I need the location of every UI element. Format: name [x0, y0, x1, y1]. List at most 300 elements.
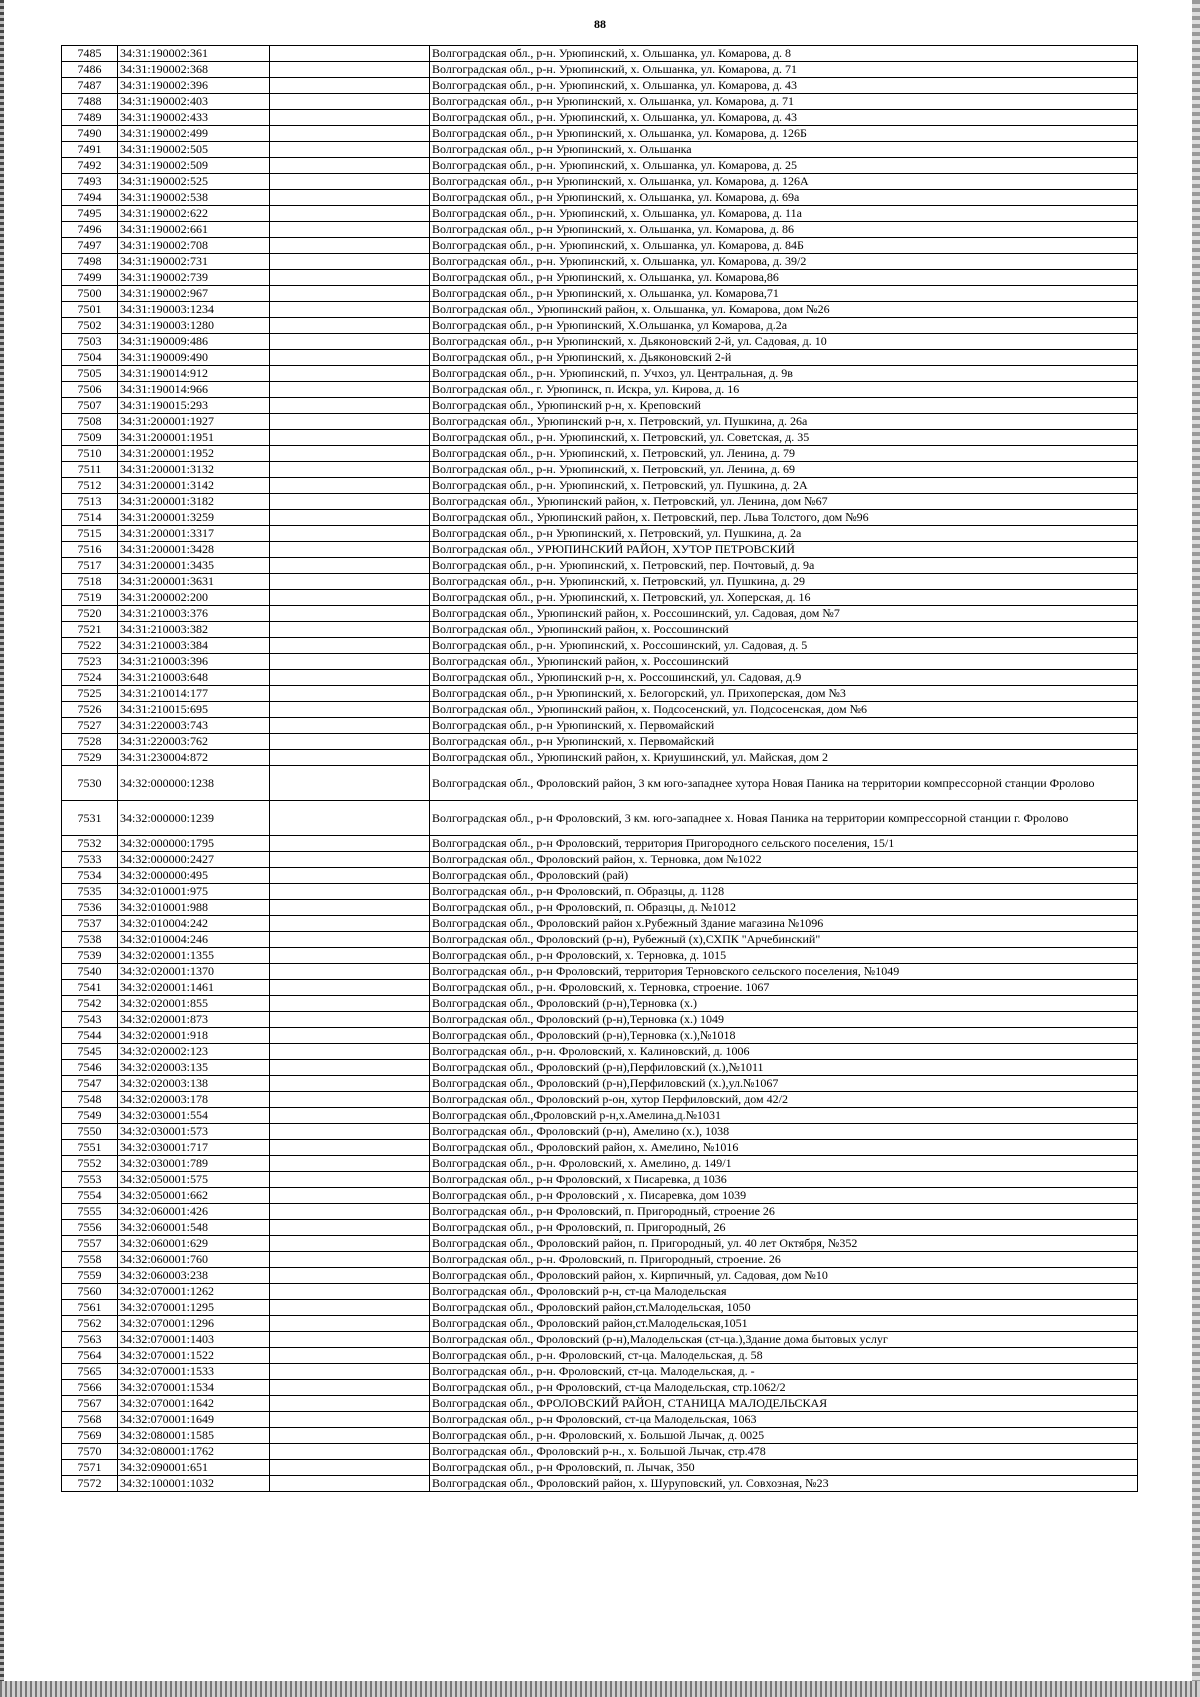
- cadastral-number: 34:31:190002:708: [118, 238, 270, 254]
- cadastral-number: 34:32:000000:495: [118, 868, 270, 884]
- address: Волгоградская обл., р-н. Урюпинский, х. Петровский, ул. Хоперская, д. 16: [430, 590, 1138, 606]
- table-row: [62, 868, 1138, 884]
- table-row: [62, 1220, 1138, 1236]
- address: Волгоградская обл., р-н Фроловский , х. Писаревка, дом 1039: [430, 1188, 1138, 1204]
- table-row: [62, 1396, 1138, 1412]
- empty-cell: [270, 382, 430, 398]
- address: Волгоградская обл., р-н Урюпинский, х. Ольшанка, ул. Комарова, д. 126А: [430, 174, 1138, 190]
- address: Волгоградская обл., р-н Урюпинский, х. Ольшанка, ул. Комарова, д. 86: [430, 222, 1138, 238]
- row-number: 7553: [62, 1172, 118, 1188]
- empty-cell: [270, 1188, 430, 1204]
- address: Волгоградская обл., Урюпинский р-н, х. Креповский: [430, 398, 1138, 414]
- row-number: 7522: [62, 638, 118, 654]
- address: Волгоградская обл., р-н Урюпинский, х. Ольшанка: [430, 142, 1138, 158]
- row-number: 7514: [62, 510, 118, 526]
- address: Волгоградская обл., р-н. Урюпинский, х. Россошинский, ул. Садовая, д. 5: [430, 638, 1138, 654]
- row-number: 7552: [62, 1156, 118, 1172]
- empty-cell: [270, 1380, 430, 1396]
- row-number: 7504: [62, 350, 118, 366]
- cadastral-number: 34:31:210003:384: [118, 638, 270, 654]
- address: Волгоградская обл.,Фроловский р-н,х.Амелина,д.№1031: [430, 1108, 1138, 1124]
- table-row: [62, 222, 1138, 238]
- empty-cell: [270, 1156, 430, 1172]
- table-row: [62, 852, 1138, 868]
- row-number: 7534: [62, 868, 118, 884]
- table-row: [62, 606, 1138, 622]
- table-row: [62, 430, 1138, 446]
- row-number: 7541: [62, 980, 118, 996]
- address: Волгоградская обл., Урюпинский район, х. Ольшанка, ул. Комарова, дом №26: [430, 302, 1138, 318]
- table-row: [62, 174, 1138, 190]
- empty-cell: [270, 510, 430, 526]
- cadastral-number: 34:31:190014:966: [118, 382, 270, 398]
- table-row: [62, 510, 1138, 526]
- address: Волгоградская обл., р-н Фроловский, х Писаревка, д 1036: [430, 1172, 1138, 1188]
- cadastral-number: 34:31:190009:490: [118, 350, 270, 366]
- cadastral-number: 34:32:070001:1522: [118, 1348, 270, 1364]
- address: Волгоградская обл., р-н Фроловский, п. Образцы, д. №1012: [430, 900, 1138, 916]
- cadastral-number: 34:31:220003:762: [118, 734, 270, 750]
- row-number: 7569: [62, 1428, 118, 1444]
- row-number: 7539: [62, 948, 118, 964]
- table-row: [62, 590, 1138, 606]
- table-row: [62, 1428, 1138, 1444]
- row-number: 7561: [62, 1300, 118, 1316]
- row-number: 7521: [62, 622, 118, 638]
- table-row: [62, 1300, 1138, 1316]
- cadastral-number: 34:31:200001:1951: [118, 430, 270, 446]
- table-row: [62, 1284, 1138, 1300]
- cadastral-number: 34:32:010004:242: [118, 916, 270, 932]
- empty-cell: [270, 1204, 430, 1220]
- empty-cell: [270, 718, 430, 734]
- address: Волгоградская обл., р-н Урюпинский, х. Белогорский, ул. Прихоперская, дом №3: [430, 686, 1138, 702]
- cadastral-number: 34:31:190002:622: [118, 206, 270, 222]
- address: Волгоградская обл., Урюпинский район, х. Россошинский: [430, 622, 1138, 638]
- row-number: 7563: [62, 1332, 118, 1348]
- empty-cell: [270, 1460, 430, 1476]
- address: Волгоградская обл., р-н. Фроловский, ст-ца. Малодельская, д. 58: [430, 1348, 1138, 1364]
- cadastral-number: 34:31:200001:3182: [118, 494, 270, 510]
- address: Волгоградская обл., Урюпинский р-н, х. Петровский, ул. Пушкина, д. 26а: [430, 414, 1138, 430]
- table-row: [62, 1044, 1138, 1060]
- address: Волгоградская обл., р-н Фроловский, ст-ца Малодельская, стр.1062/2: [430, 1380, 1138, 1396]
- empty-cell: [270, 334, 430, 350]
- table-row: [62, 270, 1138, 286]
- address: Волгоградская обл., Фроловский (р-н),Терновка (х.),№1018: [430, 1028, 1138, 1044]
- table-row: [62, 654, 1138, 670]
- cadastral-number: 34:32:000000:1238: [118, 766, 270, 801]
- address: Волгоградская обл., р-н Фроловский, территория Пригородного сельского поселения, 15/1: [430, 836, 1138, 852]
- cadastral-number: 34:32:100001:1032: [118, 1476, 270, 1492]
- row-number: 7511: [62, 462, 118, 478]
- address: Волгоградская обл., р-н. Фроловский, х. Большой Лычак, д. 0025: [430, 1428, 1138, 1444]
- address: Волгоградская обл., р-н. Урюпинский, х. Ольшанка, ул. Комарова, д. 43: [430, 78, 1138, 94]
- cadastral-number: 34:31:200001:3142: [118, 478, 270, 494]
- address: Волгоградская обл., р-н Фроловский, п. Лычак, 350: [430, 1460, 1138, 1476]
- address: Волгоградская обл., Фроловский (р-н),Терновка (х.) 1049: [430, 1012, 1138, 1028]
- row-number: 7498: [62, 254, 118, 270]
- row-number: 7513: [62, 494, 118, 510]
- address: Волгоградская обл., р-н Фроловский, х. Терновка, д. 1015: [430, 948, 1138, 964]
- table-row: [62, 1444, 1138, 1460]
- row-number: 7536: [62, 900, 118, 916]
- table-row: [62, 622, 1138, 638]
- row-number: 7558: [62, 1252, 118, 1268]
- row-number: 7499: [62, 270, 118, 286]
- cadastral-number: 34:32:030001:554: [118, 1108, 270, 1124]
- address: Волгоградская обл., р-н Фроловский, ст-ца Малодельская, 1063: [430, 1412, 1138, 1428]
- cadastral-number: 34:31:210015:695: [118, 702, 270, 718]
- cadastral-number: 34:31:210014:177: [118, 686, 270, 702]
- address: Волгоградская обл., Фроловский р-он, хутор Перфиловский, дом 42/2: [430, 1092, 1138, 1108]
- cadastral-number: 34:32:060001:629: [118, 1236, 270, 1252]
- empty-cell: [270, 801, 430, 836]
- address: Волгоградская обл., Фроловский (р-н), Амелино (х.), 1038: [430, 1124, 1138, 1140]
- table-row: [62, 526, 1138, 542]
- row-number: 7518: [62, 574, 118, 590]
- cadastral-number: 34:31:190002:368: [118, 62, 270, 78]
- scan-edge-right: [1192, 0, 1200, 1697]
- row-number: 7570: [62, 1444, 118, 1460]
- empty-cell: [270, 1236, 430, 1252]
- cadastral-number: 34:32:080001:1585: [118, 1428, 270, 1444]
- empty-cell: [270, 270, 430, 286]
- row-number: 7554: [62, 1188, 118, 1204]
- cadastral-number: 34:31:190002:661: [118, 222, 270, 238]
- address: Волгоградская обл., Фроловский (р-н),Малодельская (ст-ца.),Здание дома бытовых услуг: [430, 1332, 1138, 1348]
- row-number: 7509: [62, 430, 118, 446]
- cadastral-number: 34:32:070001:1296: [118, 1316, 270, 1332]
- table-row: [62, 734, 1138, 750]
- table-row: [62, 964, 1138, 980]
- empty-cell: [270, 302, 430, 318]
- table-row: [62, 1108, 1138, 1124]
- row-number: 7496: [62, 222, 118, 238]
- address: Волгоградская обл., р-н. Урюпинский, х. Петровский, ул. Пушкина, д. 29: [430, 574, 1138, 590]
- row-number: 7507: [62, 398, 118, 414]
- address: Волгоградская обл., Урюпинский район, х. Петровский, ул. Ленина, дом №67: [430, 494, 1138, 510]
- cadastral-number: 34:31:190002:739: [118, 270, 270, 286]
- row-number: 7572: [62, 1476, 118, 1492]
- address: Волгоградская обл., р-н. Урюпинский, х. Ольшанка, ул. Комарова, д. 84Б: [430, 238, 1138, 254]
- address: Волгоградская обл., ФРОЛОВСКИЙ РАЙОН, СТАНИЦА МАЛОДЕЛЬСКАЯ: [430, 1396, 1138, 1412]
- address: Волгоградская обл., р-н. Урюпинский, х. Петровский, ул. Ленина, д. 69: [430, 462, 1138, 478]
- registry-table: [61, 45, 1138, 1492]
- address: Волгоградская обл., Урюпинский район, х. Подсосенский, ул. Подсосенская, дом №6: [430, 702, 1138, 718]
- address: Волгоградская обл., р-н Урюпинский, х. Дьяконовский 2-й: [430, 350, 1138, 366]
- cadastral-number: 34:31:200002:200: [118, 590, 270, 606]
- cadastral-number: 34:31:200001:3435: [118, 558, 270, 574]
- table-row: [62, 142, 1138, 158]
- empty-cell: [270, 1364, 430, 1380]
- cadastral-number: 34:31:190003:1280: [118, 318, 270, 334]
- address: Волгоградская обл., Фроловский (рай): [430, 868, 1138, 884]
- address: Волгоградская обл., Фроловский р-н, ст-ца Малодельская: [430, 1284, 1138, 1300]
- row-number: 7544: [62, 1028, 118, 1044]
- table-row: [62, 126, 1138, 142]
- table-row: [62, 62, 1138, 78]
- row-number: 7529: [62, 750, 118, 766]
- empty-cell: [270, 1028, 430, 1044]
- address: Волгоградская обл., Фроловский район, х. Кирпичный, ул. Садовая, дом №10: [430, 1268, 1138, 1284]
- empty-cell: [270, 1044, 430, 1060]
- empty-cell: [270, 1172, 430, 1188]
- cadastral-number: 34:31:200001:3259: [118, 510, 270, 526]
- empty-cell: [270, 430, 430, 446]
- table-row: [62, 1236, 1138, 1252]
- cadastral-number: 34:31:200001:3132: [118, 462, 270, 478]
- empty-cell: [270, 222, 430, 238]
- cadastral-number: 34:32:020001:855: [118, 996, 270, 1012]
- table-row: [62, 46, 1138, 62]
- empty-cell: [270, 46, 430, 62]
- address: Волгоградская обл., р-н. Урюпинский, х. Петровский, ул. Пушкина, д. 2А: [430, 478, 1138, 494]
- cadastral-number: 34:31:200001:1927: [118, 414, 270, 430]
- empty-cell: [270, 638, 430, 654]
- cadastral-number: 34:32:030001:717: [118, 1140, 270, 1156]
- row-number: 7567: [62, 1396, 118, 1412]
- row-number: 7485: [62, 46, 118, 62]
- row-number: 7497: [62, 238, 118, 254]
- table-row: [62, 302, 1138, 318]
- empty-cell: [270, 462, 430, 478]
- cadastral-number: 34:32:010001:975: [118, 884, 270, 900]
- address: Волгоградская обл., р-н. Фроловский, х. Терновка, строение. 1067: [430, 980, 1138, 996]
- row-number: 7545: [62, 1044, 118, 1060]
- empty-cell: [270, 190, 430, 206]
- table-row: [62, 494, 1138, 510]
- table-row: [62, 94, 1138, 110]
- address: Волгоградская обл., р-н Фроловский, территория Терновского сельского поселения, №1049: [430, 964, 1138, 980]
- cadastral-number: 34:32:020003:138: [118, 1076, 270, 1092]
- table-row: [62, 1156, 1138, 1172]
- address: Волгоградская обл., р-н Урюпинский, х. Первомайский: [430, 718, 1138, 734]
- cadastral-number: 34:32:070001:1642: [118, 1396, 270, 1412]
- cadastral-number: 34:31:220003:743: [118, 718, 270, 734]
- cadastral-number: 34:32:070001:1649: [118, 1412, 270, 1428]
- cadastral-number: 34:31:210003:382: [118, 622, 270, 638]
- scan-edge-left: [0, 0, 4, 1697]
- cadastral-number: 34:32:020001:918: [118, 1028, 270, 1044]
- empty-cell: [270, 1428, 430, 1444]
- table-row: [62, 1076, 1138, 1092]
- row-number: 7495: [62, 206, 118, 222]
- empty-cell: [270, 1124, 430, 1140]
- cadastral-number: 34:31:190002:499: [118, 126, 270, 142]
- empty-cell: [270, 836, 430, 852]
- row-number: 7549: [62, 1108, 118, 1124]
- empty-cell: [270, 1412, 430, 1428]
- table-row: [62, 1172, 1138, 1188]
- address: Волгоградская обл., р-н Урюпинский, х. Ольшанка, ул. Комарова,71: [430, 286, 1138, 302]
- table-row: [62, 948, 1138, 964]
- row-number: 7562: [62, 1316, 118, 1332]
- table-row: [62, 574, 1138, 590]
- row-number: 7524: [62, 670, 118, 686]
- cadastral-number: 34:32:020002:123: [118, 1044, 270, 1060]
- cadastral-number: 34:32:020001:873: [118, 1012, 270, 1028]
- row-number: 7538: [62, 932, 118, 948]
- cadastral-number: 34:32:060001:426: [118, 1204, 270, 1220]
- row-number: 7559: [62, 1268, 118, 1284]
- row-number: 7555: [62, 1204, 118, 1220]
- row-number: 7550: [62, 1124, 118, 1140]
- address: Волгоградская обл., Фроловский район, х. Шуруповский, ул. Совхозная, №23: [430, 1476, 1138, 1492]
- empty-cell: [270, 1076, 430, 1092]
- table-row: [62, 318, 1138, 334]
- empty-cell: [270, 670, 430, 686]
- cadastral-number: 34:32:060001:548: [118, 1220, 270, 1236]
- row-number: 7510: [62, 446, 118, 462]
- table-row: [62, 801, 1138, 836]
- row-number: 7493: [62, 174, 118, 190]
- row-number: 7540: [62, 964, 118, 980]
- table-body: [62, 46, 1138, 1492]
- empty-cell: [270, 574, 430, 590]
- table-row: [62, 670, 1138, 686]
- cadastral-number: 34:31:190002:525: [118, 174, 270, 190]
- table-row: [62, 1204, 1138, 1220]
- row-number: 7530: [62, 766, 118, 801]
- cadastral-number: 34:32:000000:1239: [118, 801, 270, 836]
- empty-cell: [270, 398, 430, 414]
- table-row: [62, 916, 1138, 932]
- table-row: [62, 1476, 1138, 1492]
- row-number: 7500: [62, 286, 118, 302]
- table-row: [62, 286, 1138, 302]
- cadastral-number: 34:32:070001:1403: [118, 1332, 270, 1348]
- empty-cell: [270, 238, 430, 254]
- row-number: 7508: [62, 414, 118, 430]
- cadastral-number: 34:32:090001:651: [118, 1460, 270, 1476]
- row-number: 7526: [62, 702, 118, 718]
- address: Волгоградская обл., Фроловский район, х. Терновка, дом №1022: [430, 852, 1138, 868]
- empty-cell: [270, 606, 430, 622]
- empty-cell: [270, 686, 430, 702]
- address: Волгоградская обл., р-н Урюпинский, х. Ольшанка, ул. Комарова, д. 71: [430, 94, 1138, 110]
- row-number: 7542: [62, 996, 118, 1012]
- table-row: [62, 158, 1138, 174]
- empty-cell: [270, 286, 430, 302]
- row-number: 7487: [62, 78, 118, 94]
- address: Волгоградская обл., Фроловский район,ст.Малодельская,1051: [430, 1316, 1138, 1332]
- cadastral-number: 34:31:190002:538: [118, 190, 270, 206]
- empty-cell: [270, 1108, 430, 1124]
- row-number: 7505: [62, 366, 118, 382]
- row-number: 7517: [62, 558, 118, 574]
- row-number: 7548: [62, 1092, 118, 1108]
- empty-cell: [270, 254, 430, 270]
- cadastral-number: 34:31:190015:293: [118, 398, 270, 414]
- row-number: 7564: [62, 1348, 118, 1364]
- scan-edge-bottom: [0, 1681, 1200, 1697]
- address: Волгоградская обл., р-н. Урюпинский, х. Ольшанка, ул. Комарова, д. 8: [430, 46, 1138, 62]
- row-number: 7494: [62, 190, 118, 206]
- table-row: [62, 1364, 1138, 1380]
- empty-cell: [270, 414, 430, 430]
- empty-cell: [270, 932, 430, 948]
- address: Волгоградская обл., Урюпинский р-н, х. Россошинский, ул. Садовая, д.9: [430, 670, 1138, 686]
- address: Волгоградская обл., Фроловский (р-н), Рубежный (х),СХПК "Арчебинский": [430, 932, 1138, 948]
- table-row: [62, 78, 1138, 94]
- empty-cell: [270, 980, 430, 996]
- cadastral-number: 34:32:060003:238: [118, 1268, 270, 1284]
- row-number: 7490: [62, 126, 118, 142]
- address: Волгоградская обл., р-н. Фроловский, х. Амелино, д. 149/1: [430, 1156, 1138, 1172]
- empty-cell: [270, 110, 430, 126]
- table-row: [62, 884, 1138, 900]
- address: Волгоградская обл., р-н. Урюпинский, х. Ольшанка, ул. Комарова, д. 25: [430, 158, 1138, 174]
- row-number: 7531: [62, 801, 118, 836]
- table-row: [62, 542, 1138, 558]
- table-row: [62, 1252, 1138, 1268]
- table-row: [62, 980, 1138, 996]
- table-row: [62, 1332, 1138, 1348]
- empty-cell: [270, 158, 430, 174]
- address: Волгоградская обл., г. Урюпинск, п. Искра, ул. Кирова, д. 16: [430, 382, 1138, 398]
- row-number: 7488: [62, 94, 118, 110]
- table-row: [62, 238, 1138, 254]
- empty-cell: [270, 1060, 430, 1076]
- table-row: [62, 414, 1138, 430]
- empty-cell: [270, 1252, 430, 1268]
- empty-cell: [270, 206, 430, 222]
- cadastral-number: 34:32:060001:760: [118, 1252, 270, 1268]
- row-number: 7527: [62, 718, 118, 734]
- empty-cell: [270, 1284, 430, 1300]
- row-number: 7486: [62, 62, 118, 78]
- cadastral-number: 34:32:070001:1262: [118, 1284, 270, 1300]
- empty-cell: [270, 900, 430, 916]
- cadastral-number: 34:32:010001:988: [118, 900, 270, 916]
- address: Волгоградская обл., р-н. Урюпинский, п. Учхоз, ул. Центральная, д. 9в: [430, 366, 1138, 382]
- row-number: 7532: [62, 836, 118, 852]
- table-row: [62, 750, 1138, 766]
- table-row: [62, 478, 1138, 494]
- empty-cell: [270, 868, 430, 884]
- address: Волгоградская обл., Урюпинский район, х. Криушинский, ул. Майская, дом 2: [430, 750, 1138, 766]
- row-number: 7571: [62, 1460, 118, 1476]
- empty-cell: [270, 1300, 430, 1316]
- cadastral-number: 34:32:050001:662: [118, 1188, 270, 1204]
- row-number: 7568: [62, 1412, 118, 1428]
- empty-cell: [270, 996, 430, 1012]
- address: Волгоградская обл., р-н. Урюпинский, х. Петровский, пер. Почтовый, д. 9а: [430, 558, 1138, 574]
- empty-cell: [270, 1092, 430, 1108]
- table-row: [62, 1012, 1138, 1028]
- table-row: [62, 446, 1138, 462]
- table-row: [62, 462, 1138, 478]
- address: Волгоградская обл., Фроловский (р-н),Перфиловский (х.),№1011: [430, 1060, 1138, 1076]
- empty-cell: [270, 1316, 430, 1332]
- address: Волгоградская обл., р-н. Урюпинский, х. Ольшанка, ул. Комарова, д. 39/2: [430, 254, 1138, 270]
- empty-cell: [270, 142, 430, 158]
- row-number: 7533: [62, 852, 118, 868]
- empty-cell: [270, 622, 430, 638]
- empty-cell: [270, 1348, 430, 1364]
- page-number: 88: [594, 17, 606, 31]
- row-number: 7551: [62, 1140, 118, 1156]
- address: Волгоградская обл., р-н Урюпинский, х. Петровский, ул. Пушкина, д. 2а: [430, 526, 1138, 542]
- empty-cell: [270, 526, 430, 542]
- empty-cell: [270, 78, 430, 94]
- row-number: 7503: [62, 334, 118, 350]
- table-row: [62, 1412, 1138, 1428]
- table-row: [62, 900, 1138, 916]
- cadastral-number: 34:31:190002:509: [118, 158, 270, 174]
- row-number: 7566: [62, 1380, 118, 1396]
